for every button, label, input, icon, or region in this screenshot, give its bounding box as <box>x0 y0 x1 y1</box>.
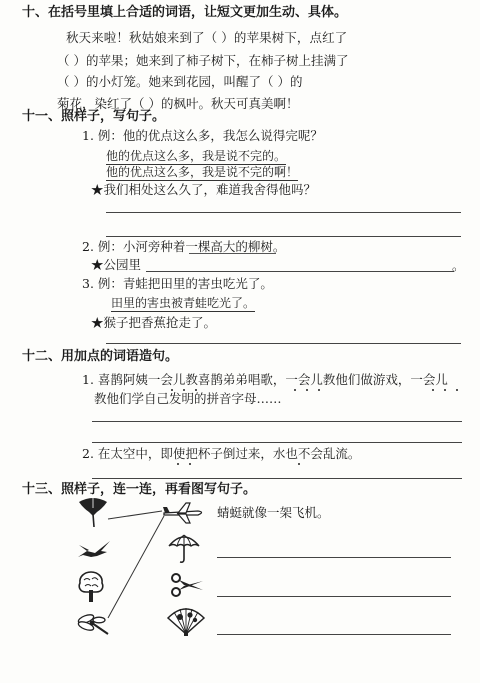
swallow-icon <box>77 539 111 561</box>
dragonfly-icon <box>77 612 109 636</box>
s11-example-1: 1. 例：他的优点这么多，我怎么说得完呢？ <box>82 128 323 143</box>
s11-example-2: 2. 例：小河旁种着一棵高大的柳树。 <box>82 239 286 254</box>
s12-sentence-2: 2. 在太空中，即使把杯子倒过来，水也不会乱流。 <box>82 446 361 461</box>
fan-icon <box>166 606 206 636</box>
s11-example-3: 3. 例：青蛙把田里的害虫吃光了。 <box>82 276 273 291</box>
passage-line-3: （ ）的小灯笼。她来到花园，叫醒了（ ）的 <box>57 74 303 89</box>
section-11-title: 十一、照样子，写句子。 <box>22 109 166 124</box>
passage-line-1: 秋天来啦！秋姑娘来到了（ ）的苹果树下，点红了 <box>66 30 348 45</box>
s11-task-3: ★猴子把香蕉抢走了。 <box>91 315 217 330</box>
s11-task-2-end: 。 <box>452 258 465 273</box>
s11-example-3-answer: 田里的害虫被青蛙吃光了。 <box>111 296 256 310</box>
s11-task-1: ★我们相处这么久了，难道我舍得他吗？ <box>91 182 317 197</box>
passage-line-4: 菊花，染红了（ ）的枫叶。秋天可真美啊！ <box>57 96 299 111</box>
ginkgo-leaf-icon <box>77 496 109 528</box>
passage-line-2: （ ）的苹果；她来到了柿子树下，在柿子树上挂满了 <box>57 53 349 68</box>
section-10-title: 十、在括号里填上合适的词语，让短文更加生动、具体。 <box>22 5 348 20</box>
s11-example-1-answer-1: 他的优点这么多，我是说不完的。 <box>106 149 287 163</box>
tree-icon <box>77 571 105 603</box>
scissors-icon <box>170 573 204 597</box>
s11-example-1-answer-2: 他的优点这么多，我是说不完的啊！ <box>106 165 299 179</box>
section-12-title: 十二、用加点的词语造句。 <box>22 349 179 364</box>
airplane-icon <box>162 502 206 524</box>
s11-task-2-prefix: ★公园里 <box>91 257 142 272</box>
umbrella-icon <box>168 532 200 564</box>
section-13-title: 十三、照样子，连一连，再看图写句子。 <box>22 482 257 497</box>
s13-example-sentence: 蜻蜓就像一架飞机。 <box>217 505 330 520</box>
s12-sentence-1-line-2: 教他们学自己发明的拼音字母…… <box>94 391 282 406</box>
s12-sentence-1-line-1: 1. 喜鹊阿姨一会儿教喜鹊弟弟唱歌，一会儿教他们做游戏，一会儿 <box>82 372 448 387</box>
